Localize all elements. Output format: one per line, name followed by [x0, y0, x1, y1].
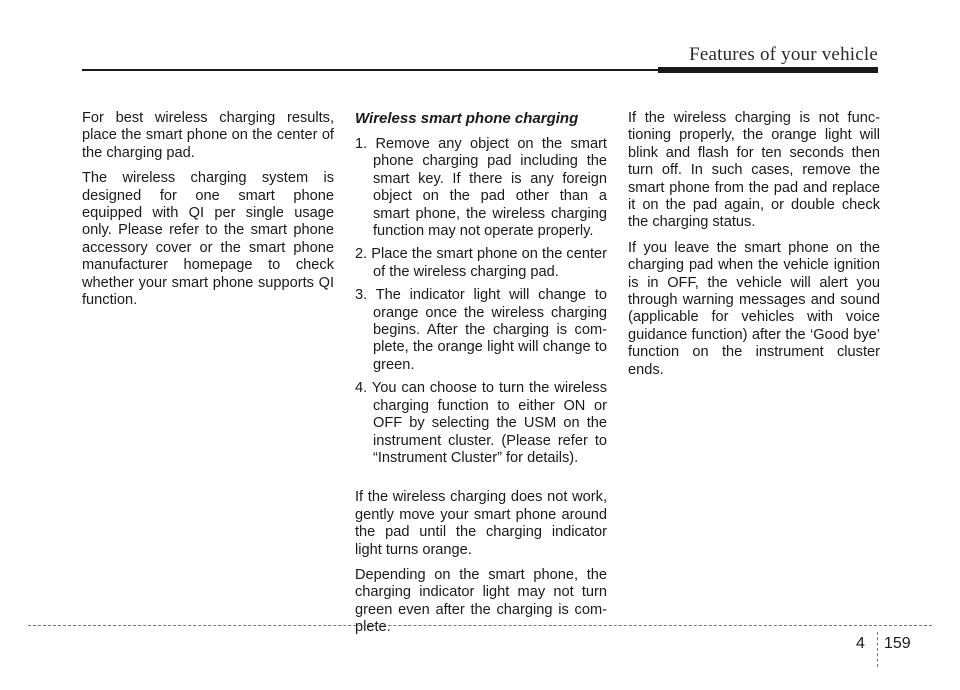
- paragraph: If you leave the smart phone on the charging pad when the vehicle ignition is in OFF, the vehicle will alert you through warning messages and sound (applicable for vehicles with voice guidance function) after the ‘Good bye’ function on the instrument cluster ends.: [628, 239, 880, 378]
- section-heading: Wireless smart phone charging: [355, 110, 579, 127]
- column-2: [355, 110, 607, 645]
- list-item: 3. The indicator light will change to orange once the wireless charging begins. After the charging is complete, the orange light will change to green.: [355, 287, 607, 373]
- column-1: [82, 110, 334, 317]
- steps-list: [355, 136, 607, 467]
- list-item: 2. Place the smart phone on the center of the wireless charging pad.: [355, 246, 607, 280]
- column-3: [628, 110, 880, 387]
- page-number: 159: [884, 635, 911, 652]
- section-title: Features of your vehicle: [689, 44, 878, 65]
- footer-divider: [877, 632, 878, 667]
- paragraph: If the wireless charging does not work, gently move your smart phone around the pad until the charging indicator light turns orange.: [355, 489, 607, 558]
- list-item: 1. Remove any object on the smart phone charging pad including the smart key. If there is any foreign object on the pad other than a smart phone, the wireless charging function may not operate properly.: [355, 136, 607, 240]
- paragraph: The wireless charging system is designed for one smart phone equipped with QI per single usage only. Please refer to the smart phone accessory cover or the smart phone manufacturer homepage to check whether your smart phone supports QI function.: [82, 170, 334, 309]
- paragraph: For best wireless charging results, place the smart phone on the center of the charging pad.: [82, 110, 334, 161]
- paragraph: If the wireless charging is not functioning properly, the orange light will blink and flash for ten seconds then turn off. In such cases, remove the smart phone from the pad and replace it on the pad again, or double check the charging status.: [628, 110, 880, 231]
- header-rule-accent: [658, 67, 878, 73]
- list-item: 4. You can choose to turn the wireless charging function to either ON or OFF by selecting the USM on the instrument cluster. (Please refer to “Instrument Cluster” for details).: [355, 380, 607, 466]
- chapter-number: 4: [856, 635, 865, 652]
- footer-rule: [28, 625, 932, 626]
- paragraph: Depending on the smart phone, the charging indicator light may not turn green even after the charging is complete.: [355, 566, 607, 636]
